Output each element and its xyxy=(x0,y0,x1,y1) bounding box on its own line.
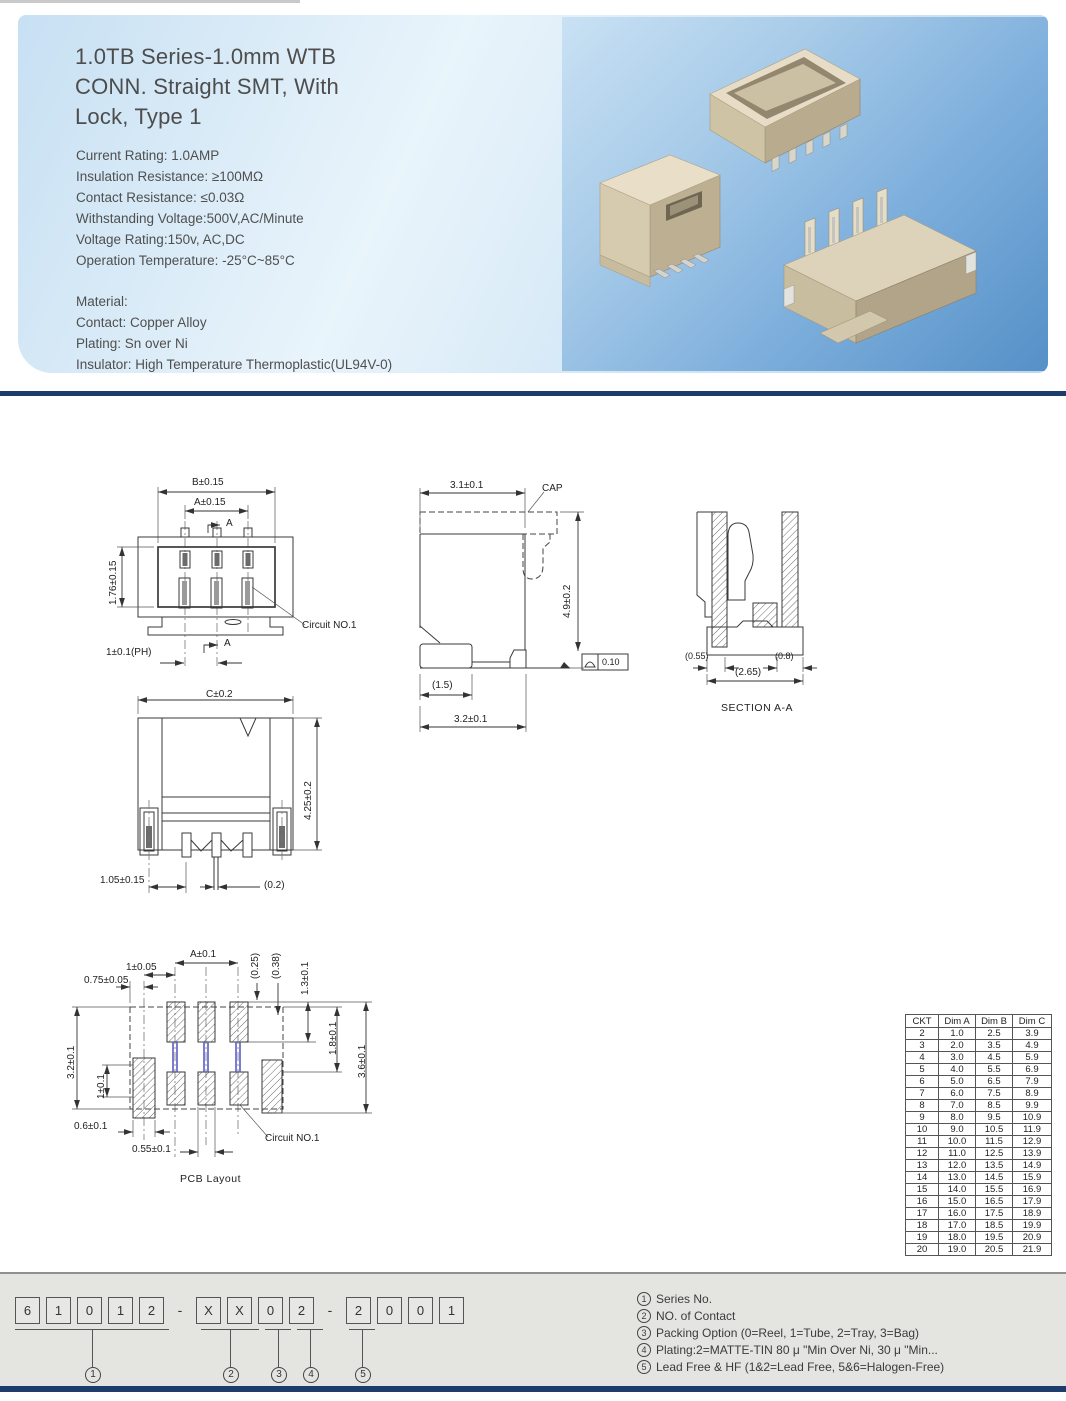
dim-label-left: 1.05±0.15 xyxy=(100,875,145,886)
table-row xyxy=(906,1124,1052,1136)
dim-label-13: 1.3±0.1 xyxy=(300,961,311,995)
cell-dim-b: 18.5 xyxy=(976,1220,1013,1232)
legend-text: Series No. xyxy=(656,1292,713,1306)
cell-dim-c: 4.9 xyxy=(1013,1040,1052,1052)
spec-line: Contact Resistance: ≤0.03Ω xyxy=(76,190,245,205)
table-row xyxy=(906,1220,1052,1232)
circuit-no1-label: Circuit NO.1 xyxy=(302,620,357,631)
col-header-ckt: CKT xyxy=(906,1015,939,1028)
cell-ckt: 12 xyxy=(906,1148,939,1160)
dim-label-a: A±0.15 xyxy=(194,497,226,508)
part-number-boxes xyxy=(15,1297,470,1324)
table-row xyxy=(906,1148,1052,1160)
cell-dim-b: 10.5 xyxy=(976,1124,1013,1136)
cell-dim-b: 7.5 xyxy=(976,1088,1013,1100)
legend-number-circle: 1 xyxy=(637,1292,651,1306)
part-number-char: 0 xyxy=(408,1297,433,1324)
cell-ckt: 2 xyxy=(906,1028,939,1040)
cell-ckt: 20 xyxy=(906,1244,939,1256)
dim-label-height: 1.76±0.15 xyxy=(108,560,119,605)
section-marker-bottom: A xyxy=(224,638,231,649)
cell-dim-b: 8.5 xyxy=(976,1100,1013,1112)
cell-dim-a: 5.0 xyxy=(939,1076,976,1088)
dim-label-left: (0.55) xyxy=(685,651,709,661)
material-lines xyxy=(76,312,392,373)
dim-label-height: 4.25±0.2 xyxy=(303,781,314,820)
cell-dim-b: 17.5 xyxy=(976,1208,1013,1220)
table-row xyxy=(906,1040,1052,1052)
dim-label-pin: (0.2) xyxy=(264,880,285,891)
cell-ckt: 18 xyxy=(906,1220,939,1232)
top-view-svg xyxy=(100,475,380,670)
cell-ckt: 6 xyxy=(906,1076,939,1088)
table-row xyxy=(906,1064,1052,1076)
pn-connector-4 xyxy=(310,1330,311,1367)
cell-dim-b: 13.5 xyxy=(976,1160,1013,1172)
page-title-line: CONN. Straight SMT, With xyxy=(75,74,339,99)
legend-text: Lead Free & HF (1&2=Lead Free, 5&6=Halogen-Free) xyxy=(656,1360,945,1374)
section-caption: SECTION A-A xyxy=(721,702,794,714)
cell-dim-c: 12.9 xyxy=(1013,1136,1052,1148)
spec-line: Operation Temperature: -25°C~85°C xyxy=(76,253,295,268)
connector-top xyxy=(710,49,860,172)
legend-number-circle: 3 xyxy=(637,1326,651,1340)
connector-bottom xyxy=(784,188,976,343)
cell-dim-a: 19.0 xyxy=(939,1244,976,1256)
side-view-svg xyxy=(410,478,630,740)
cell-dim-b: 9.5 xyxy=(976,1112,1013,1124)
cell-ckt: 11 xyxy=(906,1136,939,1148)
part-number-char: 6 xyxy=(15,1297,40,1324)
part-number-char: 1 xyxy=(108,1297,133,1324)
connector-left xyxy=(600,155,720,287)
cell-ckt: 9 xyxy=(906,1112,939,1124)
pn-connector-1 xyxy=(92,1330,93,1367)
table-row xyxy=(906,1088,1052,1100)
flatness-value: 0.10 xyxy=(602,657,620,667)
dim-label-1b: 1±0.1 xyxy=(96,1074,107,1099)
pn-marker-5: 5 xyxy=(355,1367,371,1383)
pn-marker-4: 4 xyxy=(303,1367,319,1383)
cell-dim-a: 15.0 xyxy=(939,1196,976,1208)
cell-dim-c: 7.9 xyxy=(1013,1076,1052,1088)
drawing-section-aa xyxy=(685,500,865,725)
cell-dim-c: 10.9 xyxy=(1013,1112,1052,1124)
pn-connector-3 xyxy=(278,1330,279,1367)
cell-dim-a: 13.0 xyxy=(939,1172,976,1184)
cell-ckt: 8 xyxy=(906,1100,939,1112)
part-number-panel xyxy=(0,1272,1066,1386)
section-marker-top: A xyxy=(226,518,233,529)
dim-label-025: (0.25) xyxy=(250,952,261,979)
cell-ckt: 17 xyxy=(906,1208,939,1220)
cell-ckt: 16 xyxy=(906,1196,939,1208)
dim-label-36: 3.6±0.1 xyxy=(357,1044,368,1078)
cell-ckt: 14 xyxy=(906,1172,939,1184)
cell-dim-b: 20.5 xyxy=(976,1244,1013,1256)
legend-line xyxy=(637,1342,944,1359)
product-photo xyxy=(562,17,1048,371)
cell-dim-a: 10.0 xyxy=(939,1136,976,1148)
dim-label-foot: (1.5) xyxy=(432,680,453,691)
cell-ckt: 13 xyxy=(906,1160,939,1172)
cell-ckt: 15 xyxy=(906,1184,939,1196)
table-header-row xyxy=(906,1015,1052,1028)
cell-dim-a: 17.0 xyxy=(939,1220,976,1232)
cap-label: CAP xyxy=(542,483,563,494)
cell-dim-a: 1.0 xyxy=(939,1028,976,1040)
legend-line xyxy=(637,1359,944,1376)
header-card xyxy=(18,15,1048,373)
dimension-table xyxy=(905,1014,1052,1256)
cell-dim-a: 9.0 xyxy=(939,1124,976,1136)
part-number-char: X xyxy=(227,1297,252,1324)
material-list xyxy=(76,291,392,373)
pn-connector-2 xyxy=(230,1330,231,1367)
part-number-char: 0 xyxy=(77,1297,102,1324)
pn-connector-5 xyxy=(362,1330,363,1367)
table-row xyxy=(906,1208,1052,1220)
table-row xyxy=(906,1232,1052,1244)
legend-line xyxy=(637,1308,944,1325)
col-header-dim-b: Dim B xyxy=(976,1015,1013,1028)
cell-dim-b: 6.5 xyxy=(976,1076,1013,1088)
drawing-side-view xyxy=(410,478,630,740)
part-number-char: 2 xyxy=(346,1297,371,1324)
dim-label-width: (2.65) xyxy=(735,667,762,678)
table-row xyxy=(906,1028,1052,1040)
cell-dim-a: 3.0 xyxy=(939,1052,976,1064)
drawing-pcb-layout xyxy=(60,945,390,1195)
page-title xyxy=(75,42,339,132)
cell-ckt: 4 xyxy=(906,1052,939,1064)
dim-label-1: 1±0.05 xyxy=(126,962,157,973)
footer-rule xyxy=(0,1386,1066,1392)
cell-dim-b: 2.5 xyxy=(976,1028,1013,1040)
cell-dim-b: 16.5 xyxy=(976,1196,1013,1208)
spec-line: Current Rating: 1.0AMP xyxy=(76,148,220,163)
cell-ckt: 10 xyxy=(906,1124,939,1136)
page-title-line: 1.0TB Series-1.0mm WTB xyxy=(75,44,337,69)
pn-marker-2: 2 xyxy=(223,1367,239,1383)
material-line: Plating: Sn over Ni xyxy=(76,336,188,351)
pcb-layout-caption: PCB Layout xyxy=(180,1173,242,1185)
table-row xyxy=(906,1184,1052,1196)
cell-dim-c: 5.9 xyxy=(1013,1052,1052,1064)
spec-line: Insulation Resistance: ≥100MΩ xyxy=(76,169,264,184)
dim-label-b: B±0.15 xyxy=(192,477,224,488)
spec-list xyxy=(76,145,304,271)
material-title: Material: xyxy=(76,294,128,309)
table-row xyxy=(906,1112,1052,1124)
part-number-char: 2 xyxy=(139,1297,164,1324)
cell-dim-b: 4.5 xyxy=(976,1052,1013,1064)
part-number-char: X xyxy=(196,1297,221,1324)
cell-dim-a: 16.0 xyxy=(939,1208,976,1220)
cell-dim-c: 9.9 xyxy=(1013,1100,1052,1112)
cell-dim-c: 14.9 xyxy=(1013,1160,1052,1172)
dim-label-top-width: 3.1±0.1 xyxy=(450,480,484,491)
table-row xyxy=(906,1100,1052,1112)
cell-dim-b: 15.5 xyxy=(976,1184,1013,1196)
dim-label-width: C±0.2 xyxy=(206,689,233,700)
cell-dim-a: 18.0 xyxy=(939,1232,976,1244)
part-number-char: 1 xyxy=(46,1297,71,1324)
part-number-char: - xyxy=(177,1302,183,1318)
cell-dim-c: 16.9 xyxy=(1013,1184,1052,1196)
cell-dim-b: 5.5 xyxy=(976,1064,1013,1076)
dim-label-height: 4.9±0.2 xyxy=(562,584,573,618)
cell-dim-b: 14.5 xyxy=(976,1172,1013,1184)
dim-label-18: 1.8±0.1 xyxy=(328,1021,339,1055)
cell-dim-c: 20.9 xyxy=(1013,1232,1052,1244)
cell-dim-c: 17.9 xyxy=(1013,1196,1052,1208)
cell-dim-c: 3.9 xyxy=(1013,1028,1052,1040)
cell-dim-a: 12.0 xyxy=(939,1160,976,1172)
dim-label-32: 3.2±0.1 xyxy=(66,1045,77,1079)
cell-dim-c: 13.9 xyxy=(1013,1148,1052,1160)
cell-dim-c: 18.9 xyxy=(1013,1208,1052,1220)
dim-label-bottom-width: 3.2±0.1 xyxy=(454,714,488,725)
legend-number-circle: 5 xyxy=(637,1360,651,1374)
cell-ckt: 7 xyxy=(906,1088,939,1100)
cell-dim-a: 4.0 xyxy=(939,1064,976,1076)
part-number-char: - xyxy=(327,1302,333,1318)
col-header-dim-c: Dim C xyxy=(1013,1015,1052,1028)
cell-ckt: 5 xyxy=(906,1064,939,1076)
drawing-top-view xyxy=(100,475,380,670)
cell-dim-b: 11.5 xyxy=(976,1136,1013,1148)
cell-dim-a: 6.0 xyxy=(939,1088,976,1100)
pn-marker-3: 3 xyxy=(271,1367,287,1383)
part-number-char: 0 xyxy=(377,1297,402,1324)
legend-number-circle: 4 xyxy=(637,1343,651,1357)
drawing-front-view xyxy=(100,690,380,908)
table-row xyxy=(906,1076,1052,1088)
cell-dim-a: 11.0 xyxy=(939,1148,976,1160)
cell-dim-a: 7.0 xyxy=(939,1100,976,1112)
part-number-legend xyxy=(637,1291,944,1376)
header-divider-rule xyxy=(0,391,1066,396)
table-row xyxy=(906,1160,1052,1172)
cell-dim-b: 12.5 xyxy=(976,1148,1013,1160)
cell-dim-a: 2.0 xyxy=(939,1040,976,1052)
cell-dim-c: 6.9 xyxy=(1013,1064,1052,1076)
part-number-char: 2 xyxy=(289,1297,314,1324)
legend-text: Packing Option (0=Reel, 1=Tube, 2=Tray, 3=Bag) xyxy=(656,1326,920,1340)
cell-dim-a: 14.0 xyxy=(939,1184,976,1196)
cell-dim-c: 21.9 xyxy=(1013,1244,1052,1256)
cell-dim-a: 8.0 xyxy=(939,1112,976,1124)
table-row xyxy=(906,1196,1052,1208)
spec-line: Voltage Rating:150v, AC,DC xyxy=(76,232,245,247)
connector-photo-illustration xyxy=(562,17,1048,371)
dim-label-055: 0.55±0.1 xyxy=(132,1144,171,1155)
dim-label-a: A±0.1 xyxy=(190,949,217,960)
dim-label-075: 0.75±0.05 xyxy=(84,975,129,986)
legend-line xyxy=(637,1325,944,1342)
page-top-strip xyxy=(0,0,300,3)
part-number-char: 1 xyxy=(439,1297,464,1324)
legend-line xyxy=(637,1291,944,1308)
material-line: Contact: Copper Alloy xyxy=(76,315,207,330)
cell-dim-c: 11.9 xyxy=(1013,1124,1052,1136)
spec-line: Withstanding Voltage:500V,AC/Minute xyxy=(76,211,304,226)
dim-label-pitch: 1±0.1(PH) xyxy=(106,647,152,658)
cell-dim-c: 8.9 xyxy=(1013,1088,1052,1100)
pn-marker-1: 1 xyxy=(85,1367,101,1383)
section-aa-svg xyxy=(685,500,865,725)
col-header-dim-a: Dim A xyxy=(939,1015,976,1028)
material-line: Insulator: High Temperature Thermoplastic(UL94V-0) xyxy=(76,357,393,372)
cell-ckt: 3 xyxy=(906,1040,939,1052)
dim-label-right: (0.8) xyxy=(775,651,794,661)
table-row xyxy=(906,1244,1052,1256)
table-row xyxy=(906,1136,1052,1148)
legend-text: Plating:2=MATTE-TIN 80 μ "Min Over Ni, 30 μ "Min... xyxy=(656,1343,938,1357)
cell-dim-c: 15.9 xyxy=(1013,1172,1052,1184)
table-row xyxy=(906,1172,1052,1184)
page-title-line: Lock, Type 1 xyxy=(75,104,202,129)
dim-label-06: 0.6±0.1 xyxy=(74,1121,108,1132)
table-body xyxy=(906,1028,1052,1256)
circuit-no1-label: Circuit NO.1 xyxy=(265,1133,320,1144)
legend-text: NO. of Contact xyxy=(656,1309,736,1323)
legend-number-circle: 2 xyxy=(637,1309,651,1323)
part-number-char: 0 xyxy=(258,1297,283,1324)
cell-dim-b: 3.5 xyxy=(976,1040,1013,1052)
dim-label-038: (0.38) xyxy=(271,952,282,979)
table-row xyxy=(906,1052,1052,1064)
cell-dim-b: 19.5 xyxy=(976,1232,1013,1244)
cell-ckt: 19 xyxy=(906,1232,939,1244)
cell-dim-c: 19.9 xyxy=(1013,1220,1052,1232)
